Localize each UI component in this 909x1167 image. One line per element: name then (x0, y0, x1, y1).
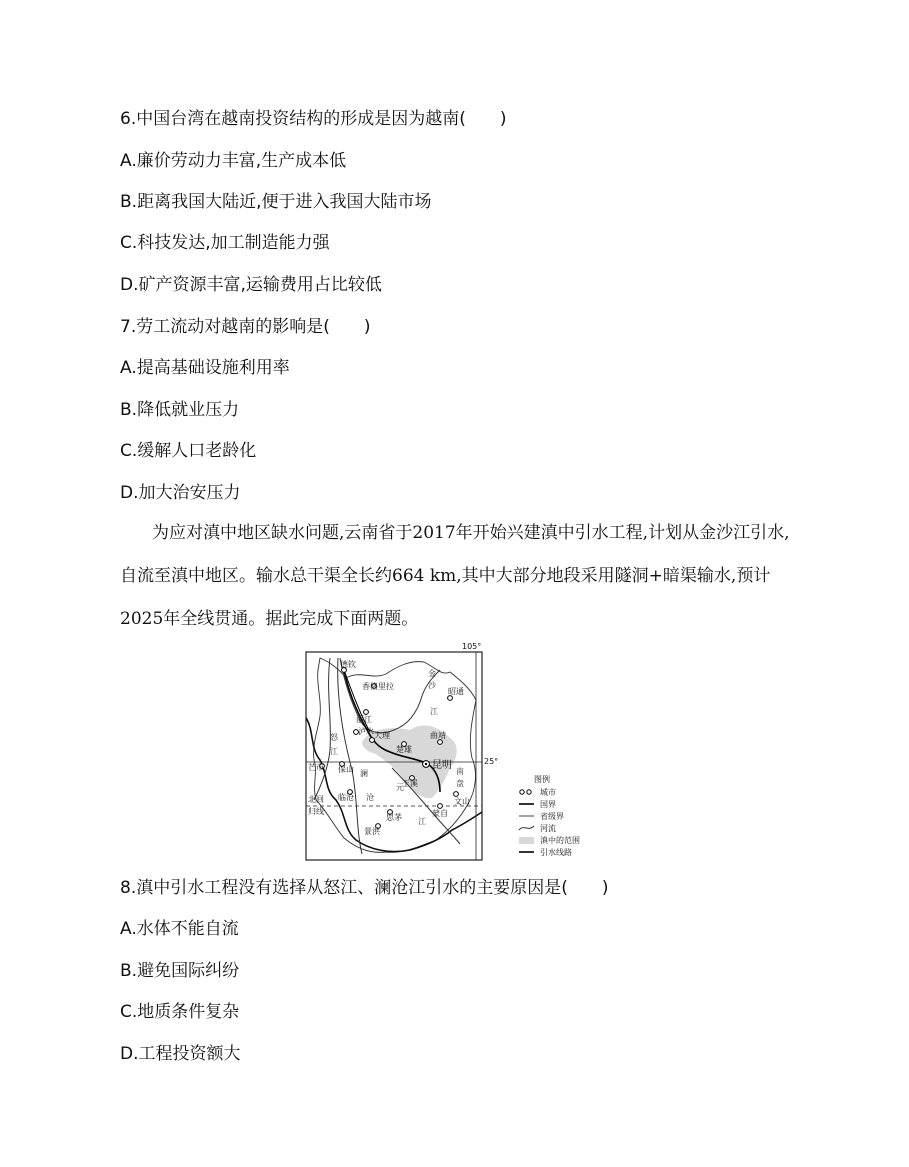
legend-region-symbol (519, 837, 534, 844)
yunnan-water-diversion-map (300, 640, 620, 865)
longitude-label: 105° (462, 642, 482, 651)
river-label-pan: 盘 (456, 779, 464, 788)
city-dot (448, 696, 453, 701)
city-label-kunming: 昆明 (432, 760, 452, 771)
legend-river: 河流 (540, 824, 556, 833)
question-7-option-b: B.降低就业压力 (120, 400, 240, 420)
question-6-option-d: D.矿产资源丰富,运输费用占比较低 (120, 275, 382, 295)
river-label-jin: 金 (428, 669, 436, 678)
river-label-yuan-jiang: 江 (418, 817, 426, 826)
city-label-qujing: 曲靖 (430, 731, 446, 740)
city-label-lushui: 泸水 (358, 727, 374, 736)
legend-city-symbol (520, 790, 524, 794)
question-7-option-c: C.缓解人口老龄化 (120, 441, 257, 461)
city-label-jinghong: 景洪 (364, 827, 380, 836)
map-legend (519, 774, 580, 857)
city-label-baoshan: 保山 (338, 765, 354, 774)
question-6-stem: 6.中国台湾在越南投资结构的形成是因为越南( ) (120, 109, 507, 129)
legend-province-border: 省级界 (540, 812, 564, 821)
question-6-option-b: B.距离我国大陆近,便于进入我国大陆市场 (120, 192, 432, 212)
river-label-jiang: 江 (430, 707, 438, 716)
city-dot-capital-center (425, 763, 427, 765)
legend-route: 引水线路 (540, 848, 572, 857)
latitude-label: 25° (484, 757, 499, 766)
legend-river-symbol (519, 826, 534, 830)
city-label-mangshi: 芒市 (308, 763, 324, 772)
question-6-option-c: C.科技发达,加工制造能力强 (120, 233, 330, 253)
tropic-label-gui: 归线 (308, 807, 324, 816)
river-label-nu: 怒 (330, 733, 338, 742)
legend-national-border: 国界 (540, 800, 556, 809)
city-label-yuxi: 玉溪 (402, 779, 418, 788)
question-8-option-a: A.水体不能自流 (120, 919, 239, 939)
reading-passage: 为应对滇中地区缺水问题,云南省于2017年开始兴建滇中引水工程,计划从金沙江引水,自流至滇中地区。输水总干渠全长约664 km,其中大部分地段采用隧洞+暗渠输水,预计2025年全线贯通。据此完成下面两题。 (120, 523, 790, 629)
city-label-zhaotong: 昭通 (448, 687, 464, 696)
city-label-wenshan: 文山 (454, 797, 470, 806)
legend-city: 城市 (540, 788, 556, 797)
city-label-lijiang: 丽江 (356, 715, 372, 724)
river-label-cang: 沧 (366, 793, 374, 802)
city-label-lincang: 临沧 (338, 793, 354, 802)
question-6-option-a: A.廉价劳动力丰富,生产成本低 (120, 151, 347, 171)
question-7-stem: 7.劳工流动对越南的影响是( ) (120, 317, 371, 337)
city-label-mengzi: 蒙自 (432, 809, 448, 818)
river-label-nu-jiang: 江 (330, 747, 338, 756)
legend-region: 滇中的范围 (540, 836, 580, 845)
river-label-nan: 南 (456, 767, 464, 776)
city-dot (454, 792, 459, 797)
question-8-option-b: B.避免国际纠纷 (120, 961, 240, 981)
city-dot (438, 804, 443, 809)
tropic-label-bei: 北回 (308, 795, 324, 804)
river-label-yuan: 元 (396, 783, 404, 792)
city-label-dali: 大理 (374, 731, 390, 740)
question-8-stem: 8.滇中引水工程没有选择从怒江、澜沧江引水的主要原因是( ) (120, 878, 609, 898)
city-label-simao: 思茅 (386, 813, 402, 822)
city-dot (364, 710, 369, 715)
river-label-sha: 沙 (428, 681, 436, 690)
legend-title: 图例 (534, 775, 550, 784)
question-7-option-d: D.加大治安压力 (120, 483, 241, 503)
city-label-deqin: 德钦 (340, 660, 356, 669)
question-8-option-d: D.工程投资额大 (120, 1044, 241, 1064)
city-dot (438, 740, 443, 745)
city-label-chuxiong: 楚雄 (396, 745, 412, 754)
river-label-lan: 澜 (360, 769, 368, 778)
question-8-option-c: C.地质条件复杂 (120, 1002, 240, 1022)
city-label-shangrila: 香格里拉 (362, 682, 394, 691)
question-7-option-a: A.提高基础设施利用率 (120, 358, 290, 378)
